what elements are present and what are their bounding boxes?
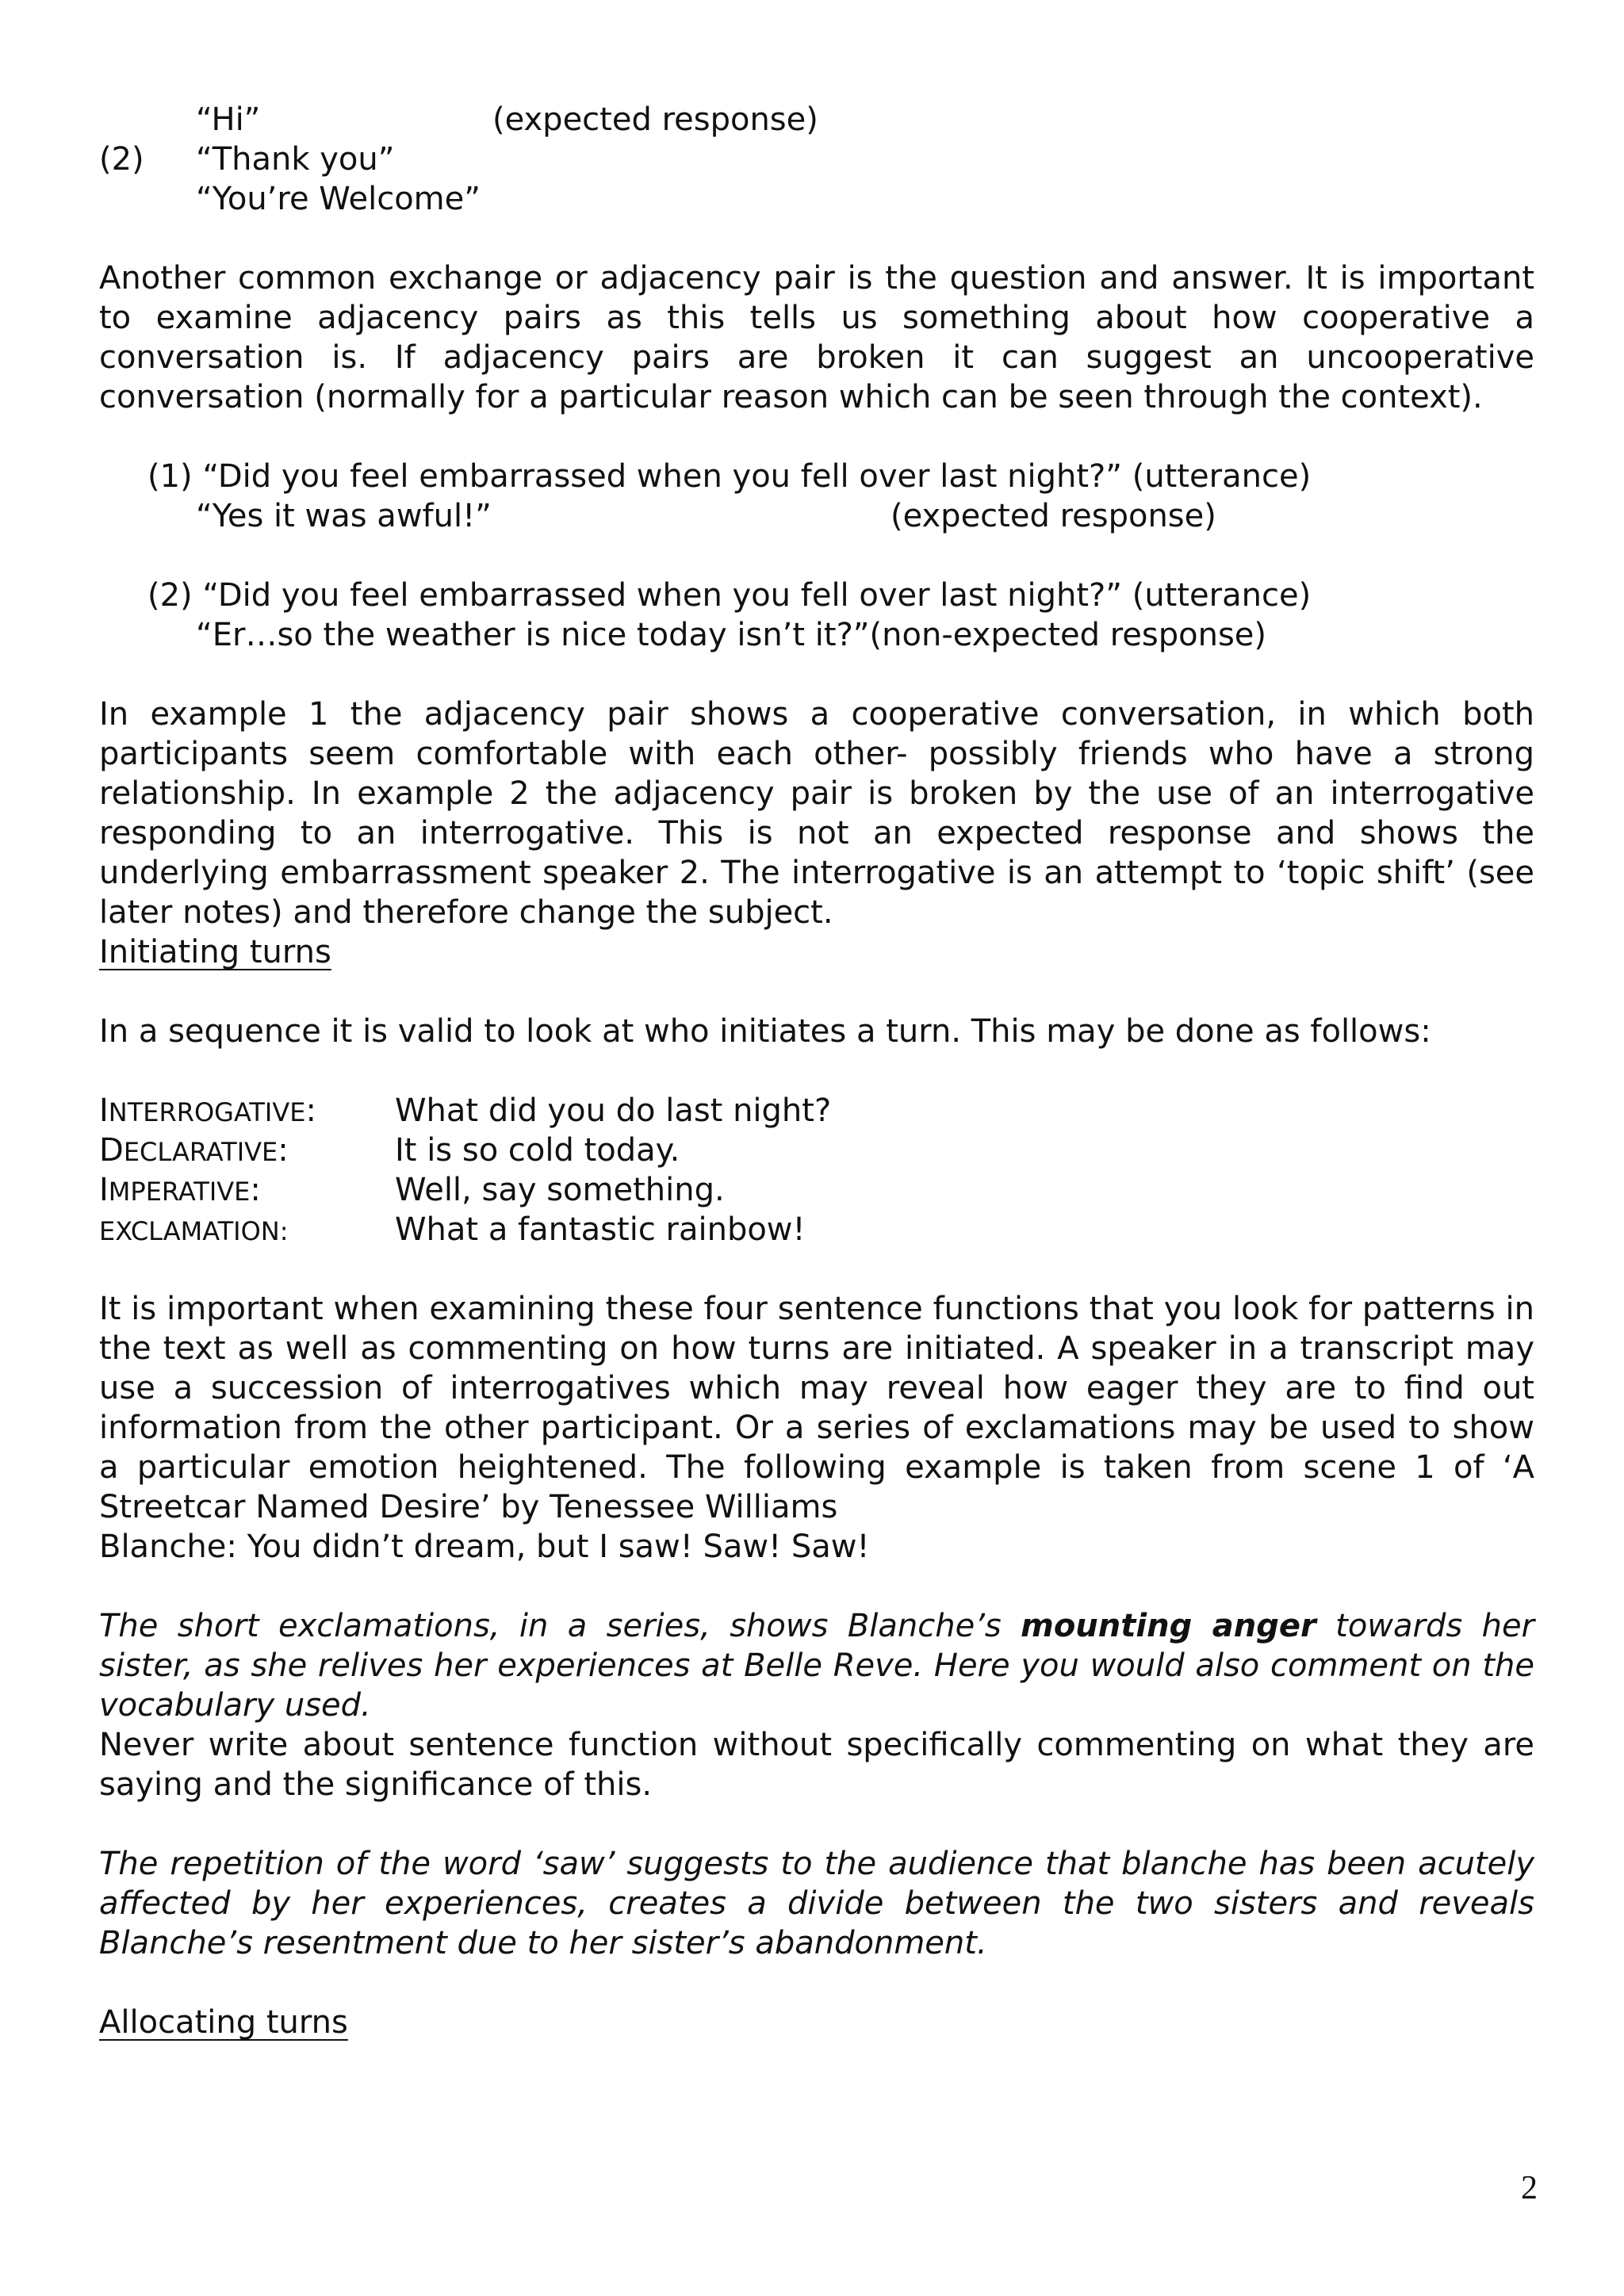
function-label-imperative: IMPERATIVE:: [99, 1172, 261, 1208]
function-example-declarative: It is so cold today.: [395, 1132, 680, 1169]
paragraph-patterns: It is important when examining these four sentence functions that you look for patterns in the text as well as commenting on how turns are initiated. A speaker in a transcript may use a succession of interrogatives which may reveal how eager they are to find out information from the other participant. Or a series of exclamations may be used to show a particular emotion heightened. The following example is taken from scene 1 of ‘A Streetcar Named Desire’ by Tenessee Williams: [99, 1291, 1534, 1525]
commentary-repetition-saw: The repetition of the word ‘saw’ suggests to the audience that blanche has been acutely affected by her experiences, creates a divide between the two sisters and reveals Blanche’s resentment due to her sister’s abandonment.: [99, 1846, 1534, 1961]
example-hi-utterance: “Hi”: [196, 101, 261, 138]
example-number-2: (2): [99, 141, 144, 178]
function-example-imperative: Well, say something.: [395, 1172, 725, 1208]
commentary-mounting-anger: The short exclamations, in a series, shows Blanche’s mounting anger towards her sister, as she relives her experiences at Belle Reve. Here you would also comment on the vocabulary used.: [99, 1608, 1535, 1724]
emphasis-mounting-anger: mounting anger: [1021, 1608, 1316, 1644]
paragraph-never-write: Never write about sentence function without specifically commenting on what they are saying and the significance of this.: [99, 1727, 1534, 1803]
heading-allocating-turns: Allocating turns: [99, 2004, 348, 2041]
example2-response: “Er…so the weather is nice today isn’t it?”(non-expected response): [196, 617, 1266, 653]
example1-response-label: (expected response): [891, 498, 1216, 534]
quote-blanche: Blanche: You didn’t dream, but I saw! Saw! Saw!: [99, 1529, 870, 1565]
example1-utterance: (1) “Did you feel embarrassed when you fell over last night?” (utterance): [147, 458, 1312, 495]
paragraph-example-analysis: In example 1 the adjacency pair shows a cooperative conversation, in which both participants seem comfortable with each other- possibly friends who have a strong relationship. In example 2 the adjacency pair is broken by the use of an interrogative responding to an interrogative. This is not an expected response and shows the underlying embarrassment speaker 2. The interrogative is an attempt to ‘topic shift’ (see later notes) and therefore change the subject.: [99, 696, 1534, 931]
function-label-interrogative: INTERROGATIVE:: [99, 1093, 316, 1129]
paragraph-adjacency-pairs: Another common exchange or adjacency pair is the question and answer. It is important to examine adjacency pairs as this tells us something about how cooperative a conversation is. If adjacency pairs are broken it can suggest an uncooperative conversation (normally for a particular reason which can be seen through the context).: [99, 260, 1534, 415]
example1-response: “Yes it was awful!”: [196, 498, 492, 534]
example-thank-you: “Thank you”: [196, 141, 395, 178]
example-youre-welcome: “You’re Welcome”: [196, 181, 481, 217]
page-number: 2: [1521, 2170, 1538, 2206]
function-label-declarative: DECLARATIVE:: [99, 1132, 289, 1169]
function-example-exclamation: What a fantastic rainbow!: [395, 1211, 806, 1248]
heading-initiating-turns: Initiating turns: [99, 934, 331, 970]
paragraph-sequence: In a sequence it is valid to look at who initiates a turn. This may be done as follows:: [99, 1013, 1431, 1050]
example2-utterance: (2) “Did you feel embarrassed when you fell over last night?” (utterance): [147, 577, 1312, 614]
function-example-interrogative: What did you do last night?: [395, 1093, 832, 1129]
example-hi-label: (expected response): [492, 101, 818, 138]
function-label-exclamation: EXCLAMATION:: [99, 1216, 289, 1246]
